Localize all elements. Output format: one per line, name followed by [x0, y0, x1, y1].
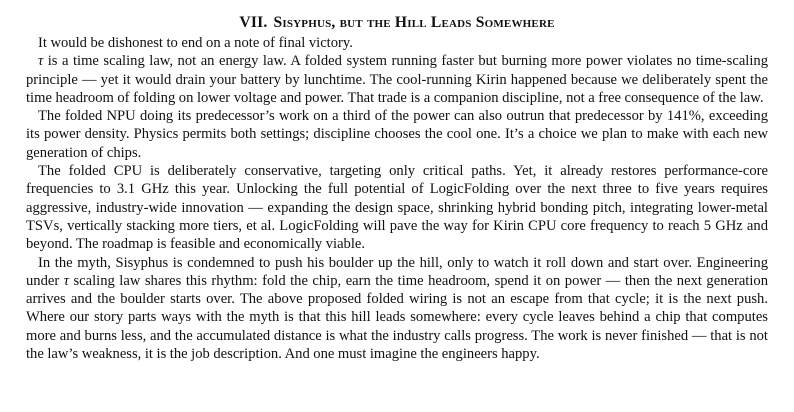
paragraph-3-text: The folded NPU doing its predecessor’s work on a third of the power can also outrun that predecessor by 141%, exceeding its power density. Physics permits both settings; discipline chooses the cool one. It’s a choice we plan to make with each new generation of chips. [26, 108, 768, 161]
paragraph-3 [26, 107, 768, 162]
tau-symbol: τ [63, 272, 69, 289]
paragraph-4-text: The folded CPU is deliberately conservative, targeting only critical paths. Yet, it already restores performance-core frequencies to 3.1 GHz this year. Unlocking the full potential of LogicFolding over the next three to five years requires aggressive, industry-wide innovation — expanding the design space, shrinking hybrid bonding pitch, integrating lower-metal TSVs, vertically stacking more tiers, et al. LogicFolding will pave the way for Kirin CPU core frequency to reach 5 GHz and beyond. The roadmap is feasible and economically viable. [26, 163, 768, 253]
tau-symbol: τ [38, 53, 44, 70]
paragraph-5-text-before: In the myth, Sisyphus is condemned to push his boulder up the hill, only to watch it roll down and start over. Engineering under [26, 254, 768, 289]
paragraph-1-text: It would be dishonest to end on a note of final victory. [38, 35, 353, 51]
paragraph-1 [26, 34, 768, 52]
paragraph-4 [26, 162, 768, 253]
paragraph-5-text-after: scaling law shares this rhythm: fold the chip, earn the time headroom, spend it on power — then the next generation arrives and the boulder starts over. The above proposed folded wiring is not an escape from that cycle; it is the next push. Where our story parts ways with the myth is that this hill leads somewhere: every cycle leaves behind a chip that computes more and burns less, and the accumulated distance is what the industry calls progress. The work is never finished — that is not the law’s weakness, it is the job description. And one must imagine the engineers happy. [26, 272, 769, 363]
paragraph-5 [26, 254, 768, 364]
section-heading [26, 13, 768, 33]
paragraph-2 [26, 52, 768, 107]
section-title: Sisyphus, but the Hill Leads Somewhere [273, 14, 555, 31]
section-number: VII. [239, 14, 268, 31]
paragraph-2-text: is a time scaling law, not an energy law. A folded system running faster but burning more power violates no time-scaling principle — yet it would drain your battery by lunchtime. The cool-running Kirin happened because we deliberately spent the time headroom of folding on lower voltage and power. That trade is a companion discipline, not a free consequence of the law. [26, 53, 768, 106]
